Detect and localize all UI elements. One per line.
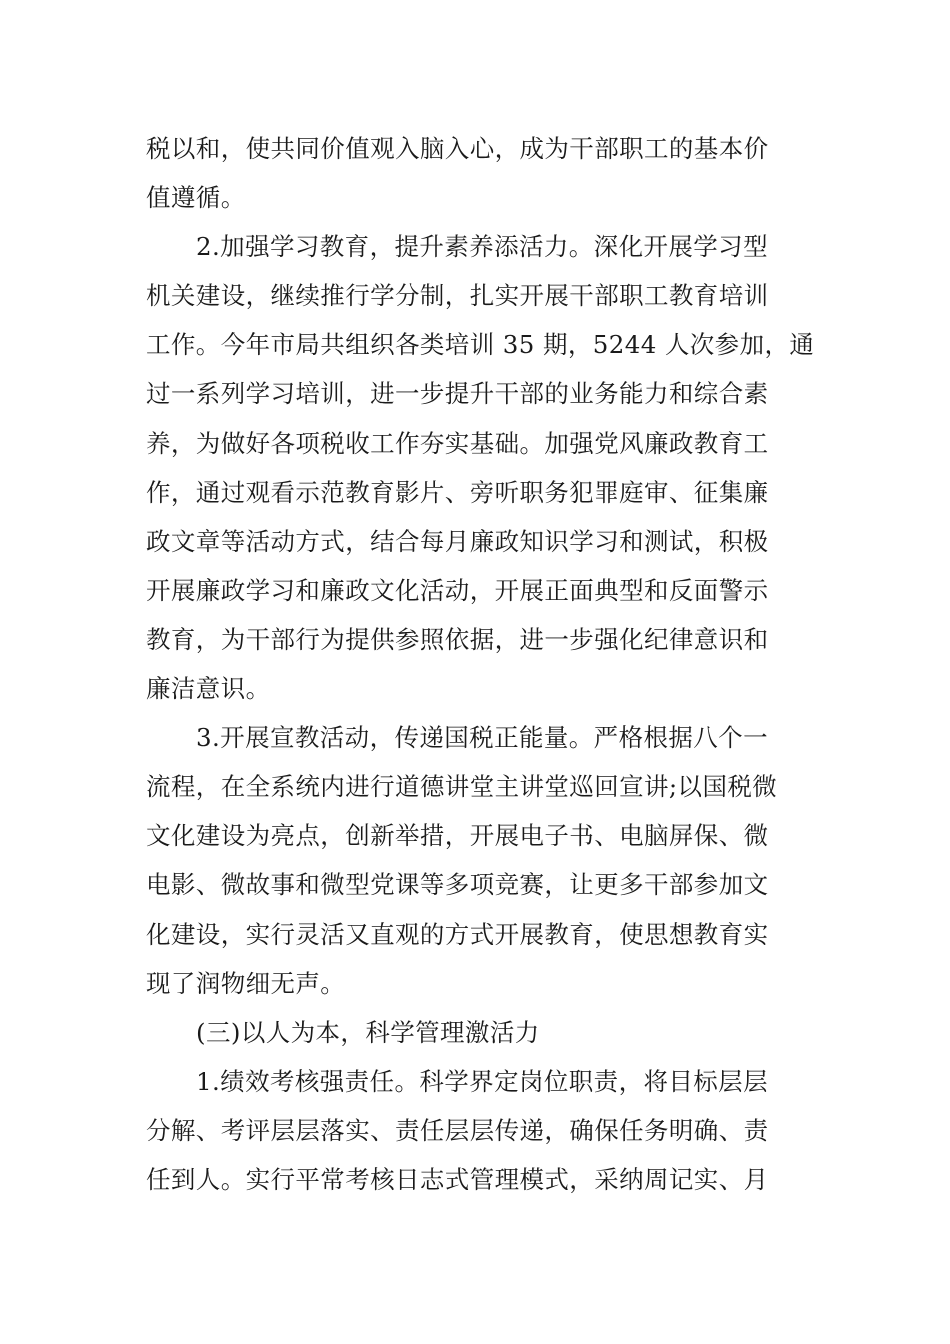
body-text — [146, 124, 815, 1204]
text-line: 工作。今年市局共组织各类培训 35 期，5244 人次参加，通 — [146, 330, 815, 360]
text-line: 政文章等活动方式，结合每月廉政知识学习和测试，积极 — [146, 526, 769, 556]
text-line: 养，为做好各项税收工作夯实基础。加强党风廉政教育工 — [146, 428, 769, 458]
text-line: 开展廉政学习和廉政文化活动，开展正面典型和反面警示 — [146, 575, 769, 605]
text-line: 教育，为干部行为提供参照依据，进一步强化纪律意识和 — [146, 624, 769, 654]
text-line: 文化建设为亮点，创新举措，开展电子书、电脑屏保、微 — [146, 821, 769, 851]
text-line: 机关建设，继续推行学分制，扎实开展干部职工教育培训 — [146, 281, 769, 311]
text-line: (三)以人为本，科学管理激活力 — [196, 1017, 540, 1047]
text-line: 现了润物细无声。 — [146, 968, 346, 998]
text-line: 作，通过观看示范教育影片、旁听职务犯罪庭审、征集廉 — [146, 477, 769, 507]
text-line: 1.绩效考核强责任。科学界定岗位职责，将目标层层 — [196, 1066, 768, 1096]
text-line: 电影、微故事和微型党课等多项竞赛，让更多干部参加文 — [146, 870, 769, 900]
text-line: 2.加强学习教育，提升素养添活力。深化开展学习型 — [196, 232, 768, 262]
text-line: 税以和，使共同价值观入脑入心，成为干部职工的基本价 — [146, 134, 769, 163]
text-line: 3.开展宣教活动，传递国税正能量。严格根据八个一 — [196, 723, 768, 753]
text-line: 任到人。实行平常考核日志式管理模式，采纳周记实、月 — [146, 1164, 769, 1194]
text-line: 廉洁意识。 — [146, 674, 271, 704]
text-line: 分解、考评层层落实、责任层层传递，确保任务明确、责 — [146, 1115, 769, 1145]
text-line: 化建设，实行灵活又直观的方式开展教育，使思想教育实 — [146, 919, 769, 949]
text-line: 流程，在全系统内进行道德讲堂主讲堂巡回宣讲;以国税微 — [146, 772, 778, 802]
text-line: 值遵循。 — [146, 183, 246, 213]
text-line: 过一系列学习培训，进一步提升干部的业务能力和综合素 — [146, 379, 769, 409]
